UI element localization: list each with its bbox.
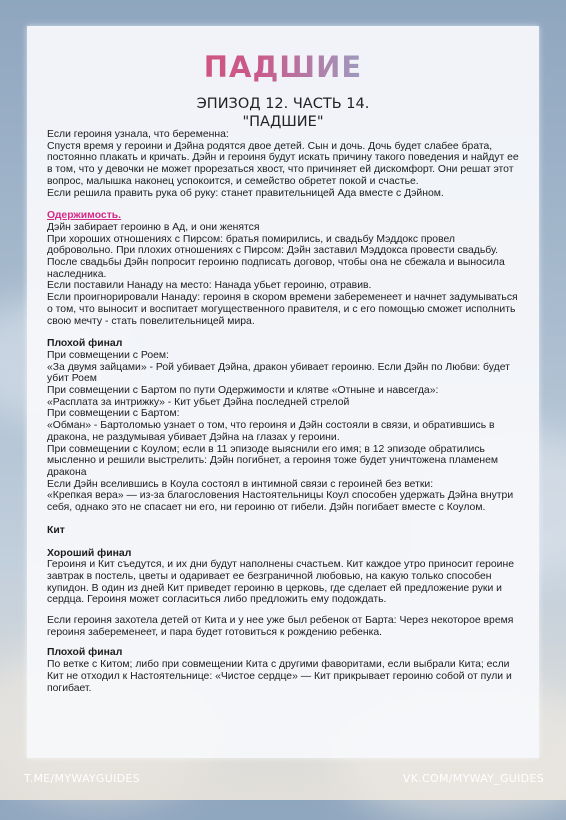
paragraph: «Обман» - Бартоломью узнает о том, что героиня и Дэйн состояли в связи, и обратившись в дракона, не раздумывая убивает Дэйна на глазах у героини. (47, 420, 495, 443)
paragraph: При совмещении с Коулом; если в 11 эпизоде выяснили его имя; в 12 эпизоде обратились мысленно и решили выстрелить: Дэйн погибнет, а героиня тоже будет уничтожена пламенем дракона (47, 443, 499, 478)
episode-title-line-1: ЭПИЗОД 12. ЧАСТЬ 14. (196, 96, 370, 112)
paragraph: Если поставили Нанаду на место: Нанада убьет героиню, отравив. (47, 280, 372, 292)
paragraph: По ветке с Китом; либо при совмещении Кита с другими фаворитами, если выбрали Кита; если Кит не отходил к Настоятельнице: «Чистое сердце» — Кит прикрывает героиню собой от пули и погибает. (47, 659, 512, 694)
guide-text (47, 129, 522, 694)
paragraph: При совмещении с Бартом по пути Одержимости и клятве «Отныне и навсегда»: (47, 385, 439, 397)
footer-telegram-link[interactable]: T.ME/MYWAYGUIDES (24, 772, 140, 785)
episode-title (27, 95, 539, 131)
paragraph: «За двумя зайцами» - Рой убивает Дэйна, дракон убивает героиню. Если Дэйн по Любви: будет убит Роем (47, 361, 510, 385)
section-heading-kit: Кит (47, 524, 65, 536)
paragraph: При совмещении с Бартом: (47, 408, 180, 420)
paragraph: Героиня и Кит съедутся, и их дни будут наполнены счастьем. Кит каждое утро приносит героине завтрак в постель, цветы и одаривает ее безграничной любовью, на какую только способен купидон. В один из дней Кит приведет героиню в церковь, где сделает ей предложение руки и сердца. Героиня может согласиться либо предложить ему подождать. (47, 559, 515, 606)
episode-title-line-2: "ПАДШИЕ" (242, 114, 324, 130)
content-card (27, 26, 539, 758)
paragraph: «Расплата за интрижку» - Кит убьет Дэйна последней стрелой (47, 396, 350, 408)
paragraph: Спустя время у героини и Дэйна родятся двое детей. Сын и дочь. Дочь будет слабее брата, постоянно плакать и кричать. Дэйн и героиня будут искать причину такого поведения и найдут ее в том, что у девочки не может прорезаться хвост, что причиняет ей дискомфорт. Они решат этот вопрос, малышка наконец успокоится, и семейство обретет покой и счастье. (47, 140, 519, 187)
paragraph: Если героиня захотела детей от Кита и у нее уже был ребенок от Барта: Через некоторое время героиня забеременеет, и пара будет готовиться к рождению ребенка. (47, 615, 514, 638)
paragraph: При совмещении с Роем: (47, 349, 169, 361)
section-heading-obsession: Одержимость. (47, 210, 122, 222)
paragraph: Если Дэйн вселившись в Коула состоял в интимной связи с героиней без ветки: (47, 478, 434, 490)
paragraph: Дэйн забирает героиню в Ад, и они женятся (47, 221, 260, 233)
footer-vk-link[interactable]: VK.COM/MYWAY_GUIDES (402, 772, 544, 785)
paragraph: «Крепкая вера» — из-за благословения Настоятельницы Коул способен удержать Дэйна внутри себя, однако это не спасает ни его, ни героиню от гибели. Дэйн погибает вместе с Коулом. (47, 490, 514, 514)
paragraph: При хороших отношениях с Пирсом: братья помирились, и свадьбу Мэддокс провел добровольно. При плохих отношениях с Пирсом: Дэйн заставил Мэддокса провести свадьбу. После свадьбы Дэйн попросит героиню подписать договор, чтобы она не сбежала и выносила наследника. (47, 233, 505, 280)
section-heading-good-ending: Хороший финал (47, 547, 132, 559)
section-heading-bad-ending: Плохой финал (47, 338, 123, 350)
paragraph: Если проигнорировали Нанаду: героиня в скором времени забеременеет и начнет задумываться о том, что выносит и воспитает могущественного правителя, и с его помощью сможет исполнить свою мечту - стать повелительницей мира. (47, 292, 518, 327)
paragraph: Если героиня узнала, что беременна: (47, 129, 229, 140)
logo-title: ПАДШИЕ (27, 50, 539, 84)
paragraph: Если решила править рука об руку: станет правительницей Ада вместе с Дэйном. (47, 187, 444, 199)
section-heading-bad-ending-2: Плохой финал (47, 647, 123, 659)
